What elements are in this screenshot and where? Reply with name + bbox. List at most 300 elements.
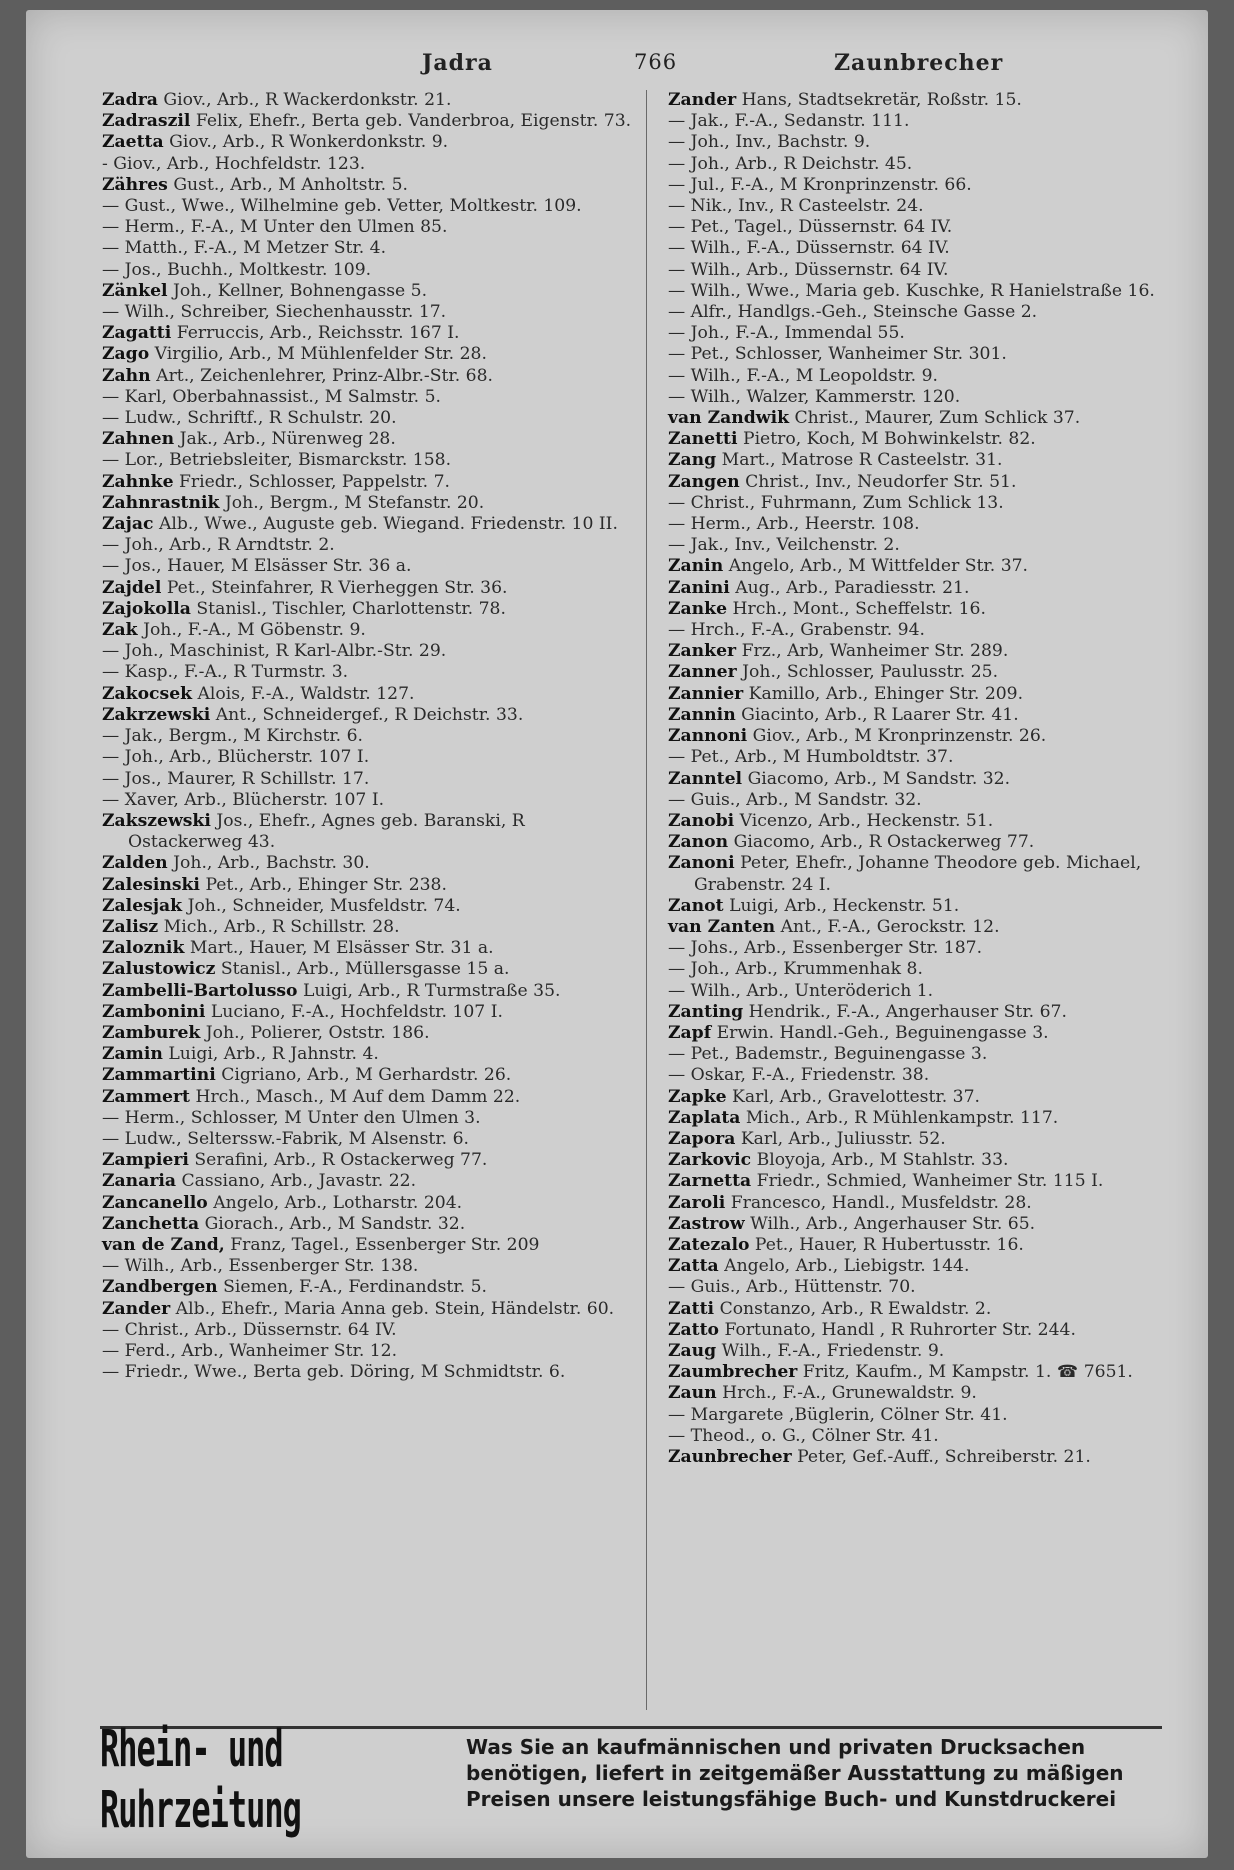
entry-details: Hans, Stadtsekretär, Roßstr. 15. <box>741 90 1022 110</box>
entry-surname: Zakszewski <box>102 810 211 831</box>
advert-brand-logo: Rhein- und Ruhrzeitung <box>100 1718 301 1840</box>
directory-entry <box>668 747 1188 768</box>
entry-details: Mart., Hauer, M Elsässer Str. 31 a. <box>189 938 494 959</box>
directory-entry <box>668 238 1188 259</box>
entry-surname: Zaug <box>668 1340 717 1361</box>
directory-entry <box>102 1320 642 1341</box>
entry-surname: Zalesjak <box>102 895 183 916</box>
directory-entry <box>102 705 642 726</box>
directory-entry <box>668 1044 1188 1065</box>
entry-details: — Joh., Maschinist, R Karl-Albr.-Str. 29. <box>102 641 447 662</box>
entry-details: Karl, Arb., Gravelottestr. 37. <box>732 1086 980 1107</box>
entry-details: Hrch., F.-A., Grunewaldstr. 9. <box>722 1383 977 1404</box>
entry-details: — Joh., F.-A., Immendal 55. <box>668 323 905 344</box>
entry-surname: Zandbergen <box>102 1277 218 1298</box>
directory-entry <box>668 111 1188 132</box>
entry-details: Christ., Maurer, Zum Schlick 37. <box>794 408 1081 429</box>
entry-surname: van Zanten <box>668 916 776 937</box>
directory-entry <box>668 959 1188 980</box>
entry-details: Stanisl., Arb., Müllersgasse 15 a. <box>220 959 510 980</box>
entry-surname: Zatta <box>668 1256 719 1277</box>
entry-details: — Wilh., Wwe., Maria geb. Kuschke, R Hanielstraße 16. <box>668 280 1155 301</box>
entry-details: — Ludw., Schriftf., R Schulstr. 20. <box>102 408 397 429</box>
entry-details: Peter, Ehefr., Johanne Theodore geb. Michael, Grabenstr. 24 I. <box>694 853 1142 895</box>
directory-entry <box>668 917 1188 938</box>
directory-entry <box>102 323 642 344</box>
entry-surname: Zak <box>102 620 138 641</box>
directory-entry <box>668 260 1188 281</box>
entry-surname: Zarkovic <box>668 1150 752 1171</box>
entry-details: — Jak., Inv., Veilchenstr. 2. <box>668 535 900 556</box>
entry-details: — Jos., Hauer, M Elsässer Str. 36 a. <box>102 556 412 577</box>
entry-surname: Zanin <box>668 556 724 577</box>
entry-details: Mart., Matrose R Casteelstr. 31. <box>721 450 1003 471</box>
directory-entry <box>668 90 1188 111</box>
directory-entry <box>102 578 642 599</box>
directory-entry <box>668 408 1188 429</box>
entry-details: — Friedr., Wwe., Berta geb. Döring, M Schmidtstr. 6. <box>102 1362 566 1383</box>
entry-details: — Jak., Bergm., M Kirchstr. 6. <box>102 726 363 747</box>
directory-entry <box>668 450 1188 471</box>
directory-entry <box>102 1108 642 1129</box>
entry-surname: Zampieri <box>102 1150 189 1171</box>
entry-details: — Hrch., F.-A., Grabenstr. 94. <box>668 620 926 641</box>
entry-details: Peter, Gef.-Auff., Schreiberstr. 21. <box>797 1447 1091 1467</box>
directory-entry <box>668 1277 1188 1298</box>
directory-entry <box>102 747 642 768</box>
entry-details: Pet., Arb., Ehinger Str. 238. <box>205 874 447 895</box>
entry-surname: Zajokolla <box>102 598 191 619</box>
directory-entry <box>102 620 642 641</box>
entry-details: — Jak., F.-A., Sedanstr. 111. <box>668 111 910 132</box>
entry-details: Kamillo, Arb., Ehinger Str. 209. <box>748 683 1024 704</box>
entry-details: — Ferd., Arb., Wanheimer Str. 12. <box>102 1340 398 1361</box>
directory-entry <box>668 662 1188 683</box>
entry-details: Jak., Arb., Nürenweg 28. <box>179 429 396 450</box>
entry-details: Jos., Ehefr., Agnes geb. Baranski, R Ostackerweg 43. <box>128 810 525 853</box>
directory-entry <box>102 959 642 980</box>
entry-details: Giacomo, Arb., R Ostackerweg 77. <box>733 832 1035 853</box>
directory-entry <box>102 1277 642 1298</box>
entry-details: Hrch., Masch., M Auf dem Damm 22. <box>195 1086 521 1107</box>
directory-entry <box>668 1214 1188 1235</box>
directory-entry <box>668 896 1188 917</box>
page-number: 766 <box>634 50 678 74</box>
entry-details: — Ludw., Selterssw.-Fabrik, M Alsenstr. 6. <box>102 1128 469 1149</box>
directory-entry <box>668 705 1188 726</box>
entry-surname: Zajac <box>102 514 154 535</box>
entry-details: Hrch., Mont., Scheffelstr. 16. <box>732 598 986 619</box>
directory-entry <box>102 1235 642 1256</box>
entry-surname: Zarnetta <box>668 1171 752 1192</box>
advert-line: Preisen unsere leistungsfähige Buch- und Kunstdruckerei <box>466 1787 1117 1811</box>
entry-surname: Zaloznik <box>102 938 185 959</box>
entry-surname: Zalustowicz <box>102 959 216 980</box>
directory-entry <box>102 811 642 853</box>
entry-details: — Joh., Arb., Blücherstr. 107 I. <box>102 747 370 768</box>
directory-entry <box>668 938 1188 959</box>
directory-entry <box>668 981 1188 1002</box>
advert-line: Was Sie an kaufmännischen und privaten Drucksachen <box>466 1735 1086 1759</box>
entry-details: Friedr., Schlosser, Pappelstr. 7. <box>179 471 451 492</box>
entry-details: Pietro, Koch, M Bohwinkelstr. 82. <box>743 429 1036 450</box>
entry-details: Wilh., Arb., Angerhauser Str. 65. <box>750 1213 1036 1234</box>
entry-details: Vicenzo, Arb., Heckenstr. 51. <box>739 810 994 831</box>
entry-details: — Wilh., Arb., Unteröderich 1. <box>668 980 934 1001</box>
directory-entry <box>102 556 642 577</box>
entry-surname: Zago <box>102 344 150 365</box>
entry-details: - Giov., Arb., Hochfeldstr. 123. <box>102 153 366 174</box>
directory-entry <box>668 620 1188 641</box>
directory-entry <box>668 429 1188 450</box>
entry-surname: Zatto <box>668 1319 720 1340</box>
entry-details: Giorach., Arb., M Sandstr. 32. <box>204 1213 466 1234</box>
entry-surname: Zanoni <box>668 853 735 874</box>
directory-entry <box>102 917 642 938</box>
directory-entry <box>102 1065 642 1086</box>
entry-details: Luigi, Arb., R Turmstraße 35. <box>302 980 561 1001</box>
entry-details: Angelo, Arb., M Wittfelder Str. 37. <box>728 556 1029 577</box>
directory-entry <box>668 323 1188 344</box>
entry-details: Angelo, Arb., Lotharstr. 204. <box>213 1192 463 1213</box>
entry-details: Pet., Hauer, R Hubertusstr. 16. <box>754 1234 1024 1255</box>
entry-surname: Zagatti <box>102 323 172 344</box>
entry-details: Joh., Schlosser, Paulusstr. 25. <box>742 662 999 683</box>
directory-entry <box>102 493 642 514</box>
entry-details: — Herm., F.-A., M Unter den Ulmen 85. <box>102 217 448 238</box>
entry-surname: Zanobi <box>668 810 735 831</box>
entry-details: — Jos., Maurer, R Schillstr. 17. <box>102 768 370 789</box>
entry-surname: Zammert <box>102 1086 190 1107</box>
entry-details: Frz., Arb, Wanheimer Str. 289. <box>741 641 1009 662</box>
entry-surname: Zalden <box>102 853 168 874</box>
entry-details: Joh., Polierer, Oststr. 186. <box>205 1022 430 1043</box>
entry-details: Bloyoja, Arb., M Stahlstr. 33. <box>756 1150 1009 1171</box>
entry-details: — Margarete ,Büglerin, Cölner Str. 41. <box>668 1404 1008 1425</box>
directory-entry <box>668 281 1188 302</box>
entry-details: — Pet., Arb., M Humboldtstr. 37. <box>668 747 954 768</box>
entry-surname: Zanker <box>668 641 737 662</box>
directory-page <box>26 10 1208 1858</box>
entry-surname: Zancanello <box>102 1192 208 1213</box>
entry-details: — Herm., Arb., Heerstr. 108. <box>668 514 920 535</box>
directory-entry <box>668 556 1188 577</box>
directory-entry <box>102 1256 642 1277</box>
entry-surname: Zaumbrecher <box>668 1362 798 1383</box>
entry-details: — Herm., Schlosser, M Unter den Ulmen 3. <box>102 1107 481 1128</box>
entry-details: — Theod., o. G., Cölner Str. 41. <box>668 1425 939 1446</box>
entry-details: — Kasp., F.-A., R Turmstr. 3. <box>102 662 349 683</box>
directory-entry <box>102 599 642 620</box>
entry-details: Friedr., Schmied, Wanheimer Str. 115 I. <box>756 1171 1104 1192</box>
directory-entry <box>102 662 642 683</box>
entry-surname: Zaetta <box>102 132 164 153</box>
right-column <box>668 90 1188 1468</box>
directory-entry <box>668 684 1188 705</box>
directory-entry <box>102 1087 642 1108</box>
entry-details: Ant., F.-A., Gerockstr. 12. <box>780 916 1000 937</box>
directory-entry <box>102 641 642 662</box>
directory-entry <box>668 387 1188 408</box>
directory-entry <box>102 1214 642 1235</box>
directory-entry <box>102 1150 642 1171</box>
entry-details: Virgilio, Arb., M Mühlenfelder Str. 28. <box>154 344 487 365</box>
entry-details: — Guis., Arb., M Sandstr. 32. <box>668 789 922 810</box>
directory-entry <box>668 1362 1188 1383</box>
advert-text <box>466 1734 1166 1812</box>
entry-surname: van de Zand, <box>102 1234 225 1255</box>
advert-line: benötigen, liefert in zeitgemäßer Ausstattung zu mäßigen <box>466 1761 1124 1785</box>
directory-entry <box>668 1193 1188 1214</box>
directory-entry <box>668 175 1188 196</box>
directory-entry <box>102 1023 642 1044</box>
directory-entry <box>668 1256 1188 1277</box>
entry-details: Pet., Steinfahrer, R Vierheggen Str. 36. <box>166 577 508 598</box>
entry-surname: Zangen <box>668 471 740 492</box>
directory-entry <box>668 578 1188 599</box>
directory-entry <box>102 260 642 281</box>
entry-details: — Pet., Schlosser, Wanheimer Str. 301. <box>668 344 1007 365</box>
directory-entry <box>102 535 642 556</box>
directory-entry <box>102 111 642 132</box>
entry-details: — Christ., Fuhrmann, Zum Schlick 13. <box>668 492 1004 513</box>
entry-details: Alb., Wwe., Auguste geb. Wiegand. Friedenstr. 10 II. <box>158 514 618 535</box>
entry-surname: Zahnen <box>102 429 175 450</box>
entry-details: Siemen, F.-A., Ferdinandstr. 5. <box>223 1277 487 1298</box>
running-head-left: Jadra <box>422 50 493 76</box>
directory-entry <box>102 408 642 429</box>
entry-details: — Jos., Buchh., Moltkestr. 109. <box>102 259 372 280</box>
entry-details: — Karl, Oberbahnassist., M Salmstr. 5. <box>102 386 442 407</box>
entry-details: Giacinto, Arb., R Laarer Str. 41. <box>741 704 1019 725</box>
entry-details: — Wilh., F.-A., M Leopoldstr. 9. <box>668 365 939 386</box>
entry-details: Angelo, Arb., Liebigstr. 144. <box>724 1256 970 1277</box>
entry-details: Joh., F.-A., M Göbenstr. 9. <box>143 620 366 641</box>
directory-entry <box>668 535 1188 556</box>
directory-entry <box>668 1405 1188 1426</box>
entry-surname: Zapora <box>668 1128 736 1149</box>
entry-surname: Zahn <box>102 365 151 386</box>
directory-entry <box>102 853 642 874</box>
entry-details: Gust., Arb., M Anholtstr. 5. <box>173 174 409 195</box>
entry-surname: Zakocsek <box>102 683 193 704</box>
entry-details: Giacomo, Arb., M Sandstr. 32. <box>747 768 1011 789</box>
entry-details: Serafini, Arb., R Ostackerweg 77. <box>194 1150 488 1171</box>
entry-surname: Zatezalo <box>668 1234 750 1255</box>
directory-entry <box>102 1044 642 1065</box>
entry-details: — Joh., Arb., R Arndtstr. 2. <box>102 535 335 556</box>
entry-details: Joh., Bergm., M Stefanstr. 20. <box>224 492 485 513</box>
directory-entry <box>102 132 642 153</box>
directory-entry <box>102 1129 642 1150</box>
running-head-right: Zaunbrecher <box>834 50 1004 76</box>
entry-details: Ferruccis, Arb., Reichsstr. 167 I. <box>176 323 460 344</box>
entry-surname: Zadra <box>102 90 158 110</box>
entry-details: Hendrik., F.-A., Angerhauser Str. 67. <box>748 1001 1067 1022</box>
directory-entry <box>102 196 642 217</box>
entry-surname: Zamburek <box>102 1022 201 1043</box>
directory-entry <box>102 429 642 450</box>
entry-surname: Zanntel <box>668 768 743 789</box>
entry-details: Cigriano, Arb., M Gerhardstr. 26. <box>221 1065 512 1086</box>
directory-entry <box>668 1383 1188 1404</box>
entry-details: — Matth., F.-A., M Metzer Str. 4. <box>102 238 387 259</box>
directory-entry <box>102 514 642 535</box>
entry-surname: Zajdel <box>102 577 162 598</box>
entry-surname: Zalisz <box>102 916 159 937</box>
entry-details: Fritz, Kaufm., M Kampstr. 1. ☎ 7651. <box>802 1362 1133 1383</box>
entry-details: Francesco, Handl., Musfeldstr. 28. <box>730 1192 1032 1213</box>
directory-entry <box>668 1023 1188 1044</box>
entry-surname: Zamin <box>102 1044 163 1065</box>
entry-details: — Oskar, F.-A., Friedenstr. 38. <box>668 1065 930 1086</box>
directory-entry <box>102 1002 642 1023</box>
entry-details: Cassiano, Arb., Javastr. 22. <box>181 1171 417 1192</box>
directory-entry <box>102 875 642 896</box>
directory-entry <box>668 217 1188 238</box>
entry-details: — Alfr., Handlgs.-Geh., Steinsche Gasse 2. <box>668 302 1038 323</box>
directory-entry <box>102 1193 642 1214</box>
entry-details: — Johs., Arb., Essenberger Str. 187. <box>668 938 983 959</box>
directory-entry <box>668 832 1188 853</box>
entry-details: — Guis., Arb., Hüttenstr. 70. <box>668 1277 916 1298</box>
entry-details: Aug., Arb., Paradiesstr. 21. <box>735 577 970 598</box>
entry-details: — Wilh., Schreiber, Siechenhausstr. 17. <box>102 302 447 323</box>
entry-details: Art., Zeichenlehrer, Prinz-Albr.-Str. 68. <box>156 365 493 386</box>
entry-details: Fortunato, Handl , R Ruhrorter Str. 244. <box>724 1319 1076 1340</box>
entry-surname: Zähres <box>102 174 168 195</box>
entry-details: Luigi, Arb., R Jahnstr. 4. <box>168 1044 379 1065</box>
directory-entry <box>668 1065 1188 1086</box>
directory-entry <box>668 641 1188 662</box>
entry-details: Franz, Tagel., Essenberger Str. 209 <box>230 1234 540 1255</box>
directory-entry <box>668 1320 1188 1341</box>
entry-surname: Zapke <box>668 1086 727 1107</box>
entry-surname: Zatti <box>668 1298 715 1319</box>
entry-details: Constanzo, Arb., R Ewaldstr. 2. <box>719 1298 992 1319</box>
entry-details: — Nik., Inv., R Casteelstr. 24. <box>668 196 924 217</box>
entry-details: Erwin. Handl.-Geh., Beguinengasse 3. <box>716 1022 1049 1043</box>
entry-details: — Joh., Arb., R Deichstr. 45. <box>668 153 913 174</box>
entry-details: Wilh., F.-A., Friedenstr. 9. <box>721 1340 945 1361</box>
entry-details: Alb., Ehefr., Maria Anna geb. Stein, Händelstr. 60. <box>175 1298 615 1319</box>
directory-entry <box>102 238 642 259</box>
entry-surname: Zander <box>102 1298 171 1319</box>
entry-surname: Zadraszil <box>102 111 191 132</box>
entry-surname: Zanner <box>668 662 737 683</box>
entry-surname: Zaplata <box>668 1107 741 1128</box>
directory-entry <box>102 1299 642 1320</box>
entry-surname: Zanini <box>668 577 730 598</box>
directory-entry <box>668 1129 1188 1150</box>
entry-surname: Zannin <box>668 704 736 725</box>
directory-entry <box>668 1447 1188 1468</box>
entry-surname: Zaroli <box>668 1192 726 1213</box>
entry-details: Luigi, Arb., Heckenstr. 51. <box>729 895 960 916</box>
directory-entry <box>668 1341 1188 1362</box>
directory-entry <box>668 1171 1188 1192</box>
directory-entry <box>102 387 642 408</box>
entry-details: Stanisl., Tischler, Charlottenstr. 78. <box>196 598 506 619</box>
directory-entry <box>668 1426 1188 1447</box>
directory-entry <box>102 1171 642 1192</box>
entry-surname: Zanchetta <box>102 1213 200 1234</box>
entry-details: Felix, Ehefr., Berta geb. Vanderbroa, Eigenstr. 73. <box>195 111 632 132</box>
entry-details: Mich., Arb., R Mühlenkampstr. 117. <box>745 1107 1059 1128</box>
directory-entry <box>668 366 1188 387</box>
entry-details: — Xaver, Arb., Blücherstr. 107 I. <box>102 789 385 810</box>
directory-entry <box>102 684 642 705</box>
entry-surname: Zannier <box>668 683 744 704</box>
entry-details: — Wilh., Walzer, Kammerstr. 120. <box>668 386 961 407</box>
entry-surname: Zanon <box>668 832 729 853</box>
entry-details: Christ., Inv., Neudorfer Str. 51. <box>745 471 1017 492</box>
directory-entry <box>102 472 642 493</box>
entry-details: Joh., Arb., Bachstr. 30. <box>173 853 370 874</box>
entry-details: Ant., Schneidergef., R Deichstr. 33. <box>215 704 524 725</box>
entry-surname: Zammartini <box>102 1065 216 1086</box>
directory-entry <box>668 132 1188 153</box>
directory-entry <box>102 366 642 387</box>
entry-details: — Joh., Inv., Bachstr. 9. <box>668 132 871 153</box>
directory-entry <box>102 302 642 323</box>
entry-details: — Wilh., F.-A., Düssernstr. 64 IV. <box>668 238 950 259</box>
directory-entry <box>102 175 642 196</box>
entry-surname: Zanaria <box>102 1171 177 1192</box>
entry-details: Giov., Arb., M Kronprinzenstr. 26. <box>752 726 1047 747</box>
directory-entry <box>102 281 642 302</box>
entry-details: Giov., Arb., R Wackerdonkstr. 21. <box>163 90 452 110</box>
entry-surname: Zahnke <box>102 471 174 492</box>
directory-entry <box>668 1002 1188 1023</box>
entry-details: Karl, Arb., Juliusstr. 52. <box>740 1128 946 1149</box>
entry-surname: Zanke <box>668 598 728 619</box>
directory-entry <box>102 90 642 111</box>
directory-entry <box>668 599 1188 620</box>
entry-details: — Christ., Arb., Düssernstr. 64 IV. <box>102 1319 397 1340</box>
directory-entry <box>102 1362 642 1383</box>
entry-details: Luciano, F.-A., Hochfeldstr. 107 I. <box>210 1001 503 1022</box>
directory-entry <box>668 302 1188 323</box>
entry-details: Joh., Schneider, Musfeldstr. 74. <box>187 895 461 916</box>
directory-entry <box>668 472 1188 493</box>
entry-details: — Jul., F.-A., M Kronprinzenstr. 66. <box>668 174 972 195</box>
entry-details: — Wilh., Arb., Essenberger Str. 138. <box>102 1256 419 1277</box>
directory-entry <box>668 811 1188 832</box>
directory-entry <box>668 1108 1188 1129</box>
entry-surname: Zastrow <box>668 1213 745 1234</box>
directory-entry <box>668 493 1188 514</box>
directory-entry <box>102 981 642 1002</box>
directory-entry <box>102 769 642 790</box>
directory-entry <box>668 196 1188 217</box>
column-divider <box>646 90 647 1710</box>
directory-entry <box>668 853 1188 895</box>
directory-entry <box>668 154 1188 175</box>
entry-surname: van Zandwik <box>668 408 790 429</box>
entry-details: — Pet., Tagel., Düssernstr. 64 IV. <box>668 217 953 238</box>
entry-surname: Zanot <box>668 895 724 916</box>
entry-surname: Zander <box>668 90 737 110</box>
entry-surname: Zapf <box>668 1022 712 1043</box>
directory-entry <box>668 1299 1188 1320</box>
directory-entry <box>102 896 642 917</box>
entry-details: Mich., Arb., R Schillstr. 28. <box>163 916 400 937</box>
directory-entry <box>668 790 1188 811</box>
entry-details: — Gust., Wwe., Wilhelmine geb. Vetter, Moltkestr. 109. <box>102 196 582 217</box>
directory-entry <box>668 769 1188 790</box>
directory-entry <box>102 1341 642 1362</box>
